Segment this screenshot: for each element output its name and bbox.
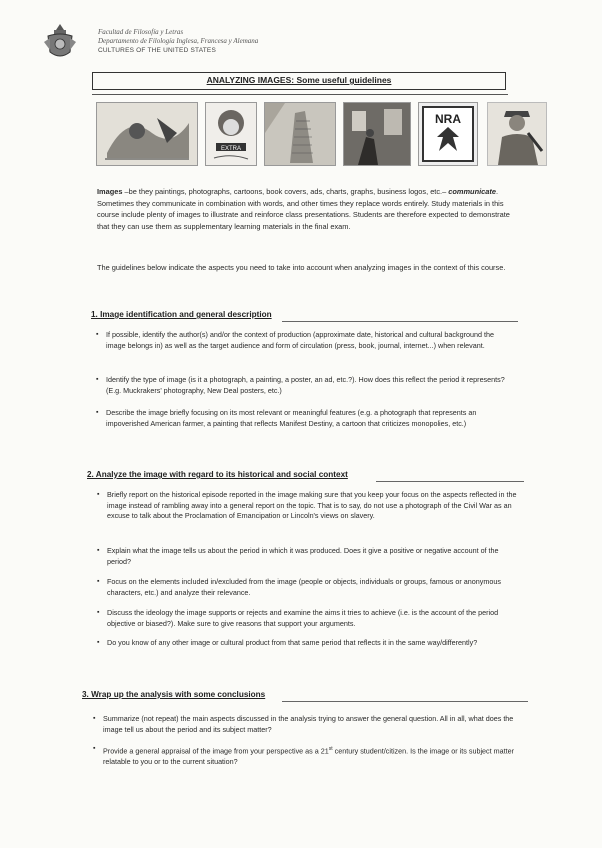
section-2-item: ▪ Explain what the image tells us about the period in which it was produced. Does it give a positive or negative account of the period?: [107, 546, 521, 567]
section-2-item: ▪ Briefly report on the historical episode reported in the image making sure that you keep your focus on the aspects reflected in the image instead of rambling away into a general report on the topic. That is to say, do not use a photograph of the Civil War as an excuse to talk about the Proclamation of Emancipation or Lincoln's views on slavery.: [107, 490, 521, 522]
university-seal-icon: [40, 22, 80, 62]
section-2-item: ▪ Do you know of any other image or cultural product from that same period that reflects it in the same way/differently?: [107, 638, 521, 649]
section-2-item: ▪ Focus on the elements included in/excluded from the image (people or objects, individuals or groups, famous or anonymous characters, etc.) and analyze their relevance.: [107, 577, 521, 598]
section-1-heading: 1. Image identification and general description: [91, 310, 272, 319]
section-2-item: ▪ Discuss the ideology the image supports or rejects and examine the aims it tries to achieve (i.e. is the account of the period objective or biased?). Make sure to give reasons that support your arguments.: [107, 608, 521, 629]
nra-caption: NRA: [435, 112, 461, 126]
intro-rest: . Sometimes they communicate in combination with words, and other times they replace words entirely. Study materials in this course include plenty of images to illustrate and reinforce class presentations. Students are therefore expected to demonstrate that they can use them as supplementary learning materials in the final exam.: [97, 187, 510, 231]
thumbnail-worker-photo: [487, 102, 547, 166]
title-divider: [92, 94, 508, 95]
section-2-rule: [376, 481, 524, 482]
section-1-rule: [282, 321, 518, 322]
thumbnail-cartoon: [96, 102, 198, 166]
title-box: [92, 72, 506, 90]
intro-lead: Images: [97, 187, 123, 196]
section-1-item: ▪ If possible, identify the author(s) and/or the context of production (approximate date, historical and cultural background the image belongs in) as well as the target audience and form of circulation (press, book, journal, internet...) when relevant.: [106, 330, 514, 351]
page-title: ANALYZING IMAGES: Some useful guidelines: [206, 75, 392, 85]
thumbnail-caption: EXTRA: [220, 146, 242, 152]
section-3-rule: [282, 701, 528, 702]
s3-item2-sup: st: [328, 746, 333, 752]
thumbnail-interior-photo: [343, 102, 411, 166]
intro-mid: –be they paintings, photographs, cartoons, book covers, ads, charts, graphs, business logos, etc.–: [122, 187, 449, 196]
s3-item2-text-b: century student/citizen. Is the image or its subject matter relatable to you or to the current situation?: [103, 746, 514, 766]
department-name: Departamento de Filología Inglesa, Francesa y Alemana: [98, 37, 259, 45]
intro-paragraph-2: The guidelines below indicate the aspects you need to take into account when analyzing images in the context of this course.: [97, 263, 506, 272]
intro-paragraph: [97, 186, 511, 232]
institution-block: [98, 28, 258, 55]
section-3-item-2: [103, 744, 527, 768]
section-1-item: ▪ Identify the type of image (is it a photograph, a painting, a poster, an ad, etc.?). How does this reflect the period it represents? (E.g. Muckrakers' photography, New Deal posters, etc.): [106, 375, 514, 396]
section-3-item: ▪ Summarize (not repeat) the main aspects discussed in the analysis trying to answer the general question. All in all, what does the image tell us about the period and its subject matter?: [103, 714, 527, 735]
thumbnail-building-poster: [264, 102, 336, 166]
intro-emphasis: communicate: [448, 187, 496, 196]
thumbnail-magazine-cover: [205, 102, 257, 166]
s3-item2-text-a: Provide a general appraisal of the image from your perspective as a 21: [103, 746, 329, 756]
section-1-item: ▪ Describe the image briefly focusing on its most relevant or meaningful features (e.g. a photograph that represents an impoverished American farmer, a painting that reflects Manifest Destiny, a cartoon that criticizes monopolies, etc.): [106, 408, 514, 429]
thumbnail-nra-poster: [418, 102, 478, 166]
section-3-heading: 3. Wrap up the analysis with some conclusions: [82, 690, 266, 699]
course-name: CULTURES OF THE UNITED STATES: [98, 47, 216, 54]
section-2-heading: 2. Analyze the image with regard to its historical and social context: [87, 470, 348, 479]
faculty-name: Facultad de Filosofía y Letras: [98, 28, 184, 36]
